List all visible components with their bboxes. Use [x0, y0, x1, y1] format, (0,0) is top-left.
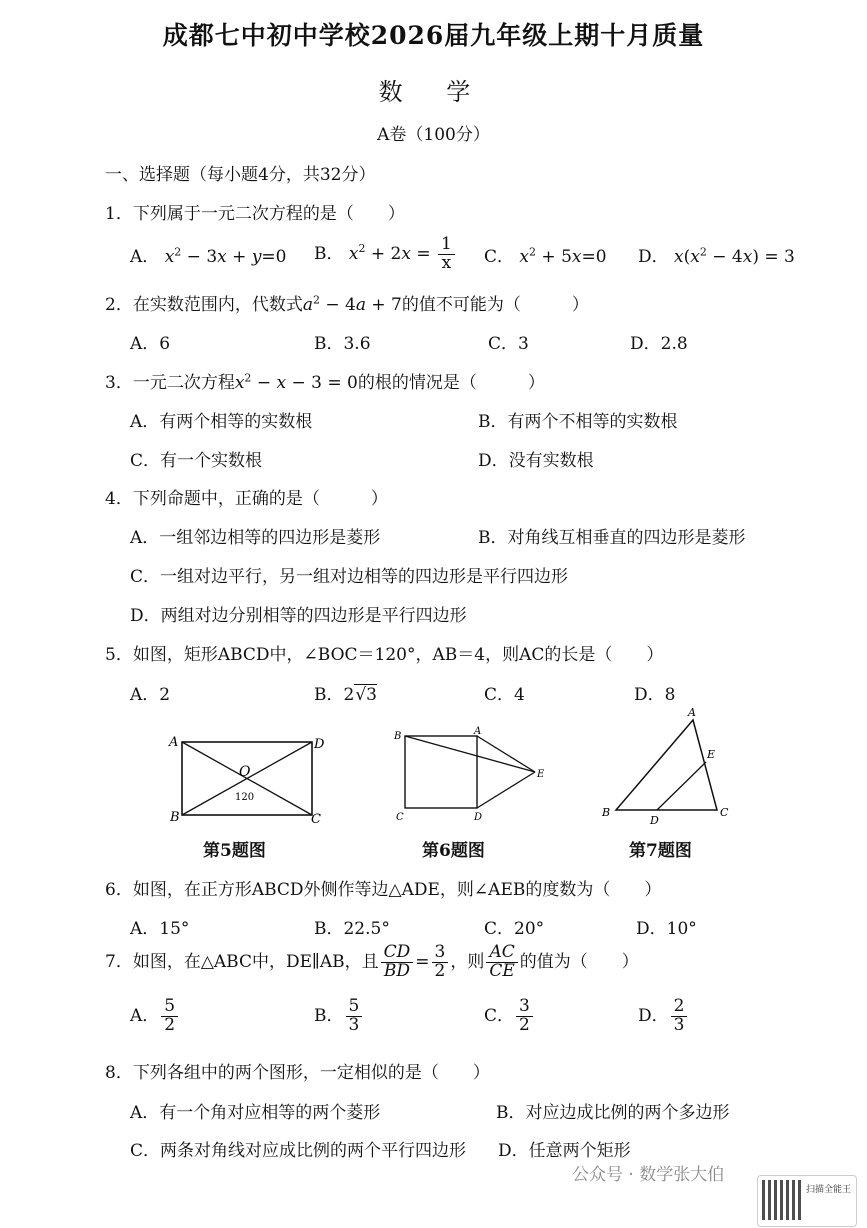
q8-option-c: C．两条对角线对应成比例的两个平行四边形 — [130, 1141, 467, 1161]
q8-option-b: B．对应边成比例的两个多边形 — [496, 1103, 730, 1123]
question-7-stem: 7．如图，在△ABC中，DE∥AB，且 $\frac{CD}{BD}$ = $\frac{3}{2}$ ，则 $\frac{AC}{CE}$ 的值为（ ） — [105, 942, 639, 981]
q7-option-a: A． $\frac{5}{2}$ — [130, 998, 180, 1035]
svg-text:C: C — [720, 806, 729, 819]
question-8-stem: 8．下列各组中的两个图形，一定相似的是（ ） — [105, 1063, 490, 1083]
q4-option-a: A．一组邻边相等的四边形是菱形 — [130, 528, 381, 548]
question-6-stem: 6．如图，在正方形ABCD外侧作等边△ADE，则∠AEB的度数为（ ） — [105, 880, 662, 900]
q6-option-c: C．20° — [484, 919, 545, 939]
figure-6-caption: 第6题图 — [422, 841, 485, 861]
q3-option-a: A．有两个相等的实数根 — [130, 412, 313, 432]
svg-text:120: 120 — [235, 792, 255, 803]
q7-option-d: D． $\frac{2}{3}$ — [638, 998, 689, 1035]
svg-text:E: E — [707, 748, 716, 761]
svg-text:A: A — [474, 726, 482, 737]
q4-option-c: C．一组对边平行，另一组对边相等的四边形是平行四边形 — [130, 567, 569, 587]
q2-option-a: A．6 — [130, 334, 171, 354]
svg-text:C: C — [311, 812, 321, 827]
q5-option-c: C．4 — [484, 685, 525, 705]
scanner-badge — [757, 1175, 857, 1227]
scanner-app-name: 扫描全能王 — [806, 1185, 852, 1195]
question-4-stem: 4．下列命题中，正确的是（ ） — [105, 489, 388, 509]
q6-option-a: A．15° — [130, 919, 190, 939]
q1-option-d: D． $x(x^2 - 4x) = 3$ — [638, 245, 795, 267]
q6-option-b: B．22.5° — [314, 919, 390, 939]
q7-option-b: B． $\frac{5}{3}$ — [314, 998, 364, 1035]
q3-option-d: D．没有实数根 — [478, 451, 594, 471]
svg-text:B: B — [170, 810, 180, 825]
svg-text:D: D — [474, 812, 483, 822]
figure-7-triangle — [600, 704, 740, 826]
q5-option-d: D．8 — [634, 685, 676, 705]
q5-option-b: B．2√3 — [314, 685, 377, 705]
question-5-stem: 5．如图，矩形ABCD中，∠BOC＝120°，AB＝4，则AC的长是（ ） — [105, 645, 664, 665]
svg-text:A: A — [169, 735, 179, 750]
q1-option-b: B． $x^2 + 2x$ = $\frac{1}{x}$ — [314, 236, 457, 273]
q8-option-a: A．有一个角对应相等的两个菱形 — [130, 1103, 381, 1123]
subject-title: 数 学 — [378, 78, 489, 106]
figure-7-caption: 第7题图 — [629, 841, 692, 861]
q3-option-b: B．有两个不相等的实数根 — [478, 412, 678, 432]
q8-option-d: D．任意两个矩形 — [498, 1141, 631, 1161]
svg-text:O: O — [239, 764, 251, 780]
q2-option-b: B．3.6 — [314, 334, 371, 354]
q1-option-c: C． $x^2 + 5x=0$ — [484, 245, 607, 267]
figure-6-square — [390, 722, 550, 822]
q1-option-a: A． $x^2 - 3x + y=0$ — [130, 245, 287, 267]
q3-option-c: C．有一个实数根 — [130, 451, 263, 471]
svg-text:E: E — [537, 769, 545, 780]
q6-option-d: D．10° — [636, 919, 697, 939]
figure-5-rectangle — [165, 728, 335, 828]
q4-option-d: D．两组对边分别相等的四边形是平行四边形 — [130, 606, 467, 626]
svg-text:D: D — [650, 814, 659, 826]
svg-text:D: D — [314, 737, 325, 752]
qr-code-icon — [762, 1180, 802, 1220]
question-2-stem: 2．在实数范围内，代数式$a^2 - 4a + 7$的值不可能为（ ） — [105, 293, 589, 315]
question-1-stem: 1．下列属于一元二次方程的是（ ） — [105, 204, 405, 224]
q5-option-a: A．2 — [130, 685, 171, 705]
svg-text:B: B — [602, 806, 611, 819]
question-3-stem: 3．一元二次方程$x^2 - x - 3 = 0$的根的情况是（ ） — [105, 371, 545, 393]
section-heading: 一、选择题（每小题4分，共32分） — [105, 165, 376, 185]
q4-option-b: B．对角线互相垂直的四边形是菱形 — [478, 528, 746, 548]
paper-part: A卷（100分） — [377, 125, 490, 145]
svg-text:A: A — [688, 706, 696, 719]
q7-option-c: C． $\frac{3}{2}$ — [484, 998, 535, 1035]
exam-title: 成都七中初中学校2026届九年级上期十月质量 — [162, 21, 705, 50]
watermark-text: 公众号 · 数学张大伯 — [572, 1165, 725, 1185]
figure-5-caption: 第5题图 — [203, 841, 266, 861]
svg-text:B: B — [394, 731, 402, 742]
q2-option-d: D．2.8 — [630, 334, 688, 354]
svg-text:C: C — [396, 812, 404, 822]
q2-option-c: C．3 — [488, 334, 529, 354]
